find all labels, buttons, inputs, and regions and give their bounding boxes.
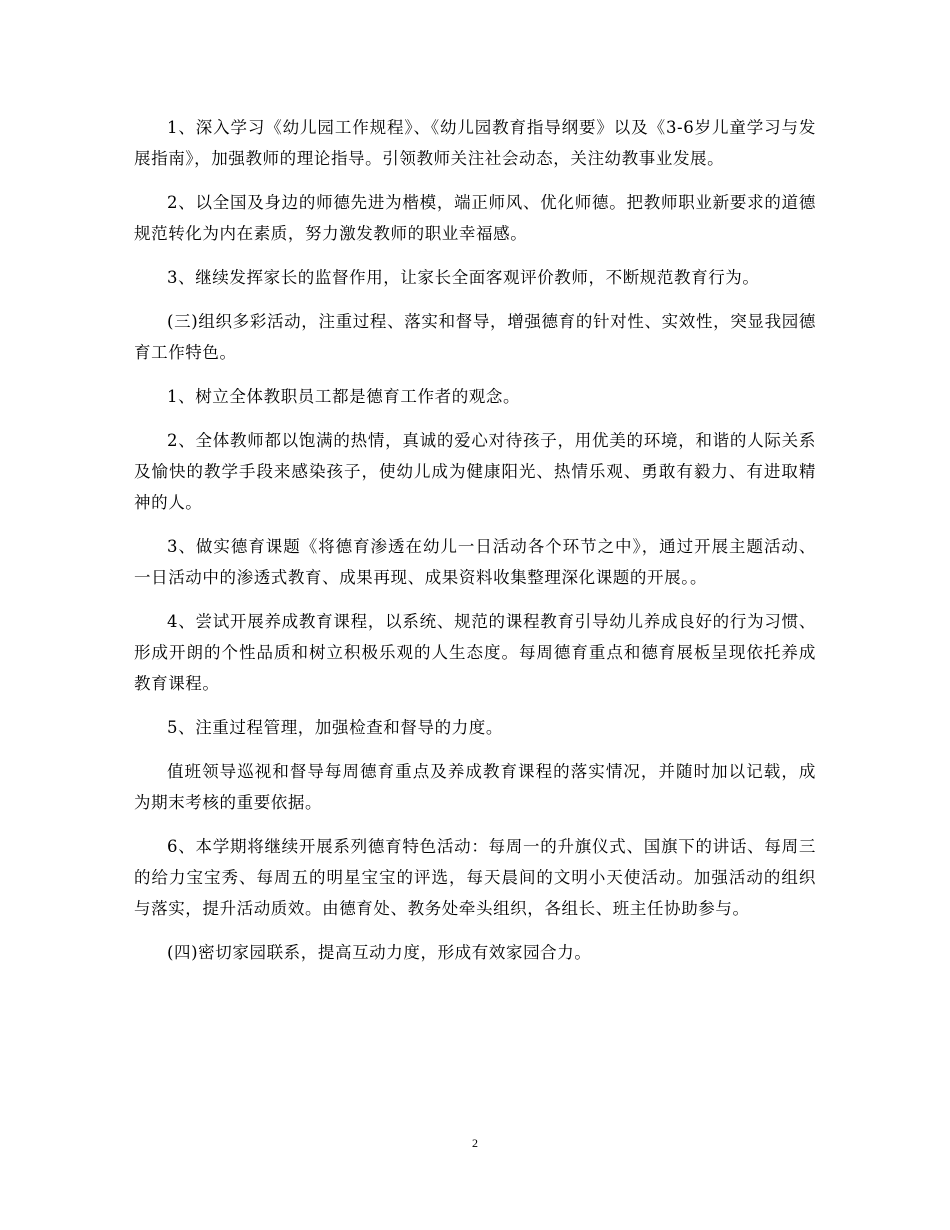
- section-heading-4: (四)密切家园联系，提高互动力度，形成有效家园合力。: [167, 943, 592, 962]
- paragraph-11: 6、本学期将继续开展系列德育特色活动：每周一的升旗仪式、国旗下的讲话、每周三的给力宝宝秀、每周五的明星宝宝的评选，每天晨间的文明小天使活动。加强活动的组织与落实，提升活动质效。由德育处、教务处牵头组织，各组长、班主任协助参与。: [134, 837, 816, 918]
- page-number: 2: [472, 1136, 478, 1150]
- paragraph-1: 1、深入学习《幼儿园工作规程》、《幼儿园教育指导纲要》以及《3-6岁儿童学习与发展指南》，加强教师的理论指导。引领教师关注社会动态，关注幼教事业发展。: [134, 118, 816, 168]
- paragraph-9: 5、注重过程管理，加强检查和督导的力度。: [167, 718, 503, 737]
- paragraph-6: 2、全体教师都以饱满的热情，真诚的爱心对待孩子，用优美的环境，和谐的人际关系及愉快的教学手段来感染孩子，使幼儿成为健康阳光、热情乐观、勇敢有毅力、有进取精神的人。: [134, 431, 816, 512]
- paragraph-2: 2、以全国及身边的师德先进为楷模，端正师风、优化师德。把教师职业新要求的道德规范转化为内在素质，努力激发教师的职业幸福感。: [134, 193, 816, 243]
- paragraph-7: 3、做实德育课题《将德育渗透在幼儿一日活动各个环节之中》，通过开展主题活动、一日活动中的渗透式教育、成果再现、成果资料收集整理深化课题的开展。。: [134, 537, 816, 587]
- paragraph-10: 值班领导巡视和督导每周德育重点及养成教育课程的落实情况，并随时加以记载，成为期末考核的重要依据。: [134, 762, 816, 812]
- page-body: [134, 112, 816, 981]
- paragraph-8: 4、尝试开展养成教育课程，以系统、规范的课程教育引导幼儿养成良好的行为习惯、形成开朗的个性品质和树立积极乐观的人生态度。每周德育重点和德育展板呈现依托养成教育课程。: [134, 612, 816, 693]
- paragraph-5: 1、树立全体教职员工都是德育工作者的观念。: [167, 387, 521, 406]
- section-heading-3: (三)组织多彩活动，注重过程、落实和督导，增强德育的针对性、实效性，突显我园德育工作特色。: [134, 312, 816, 362]
- paragraph-3: 3、继续发挥家长的监督作用，让家长全面客观评价教师，不断规范教育行为。: [167, 268, 760, 287]
